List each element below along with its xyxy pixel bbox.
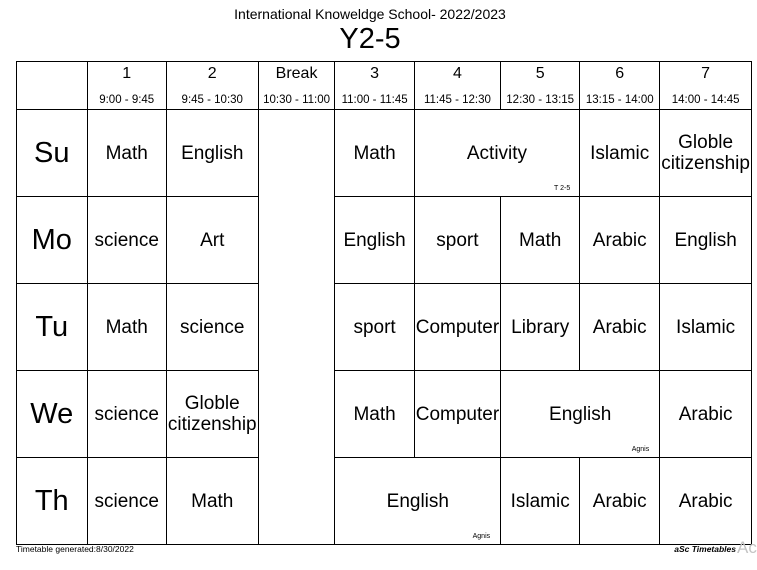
lesson-subject: Math	[519, 229, 562, 251]
lesson-subject: Islamic	[510, 490, 570, 512]
lesson-subject: Arabic	[592, 316, 647, 338]
period-time: 9:45 - 10:30	[181, 94, 243, 106]
lesson-cell	[660, 458, 752, 545]
period-header	[87, 62, 166, 110]
lesson-cell	[166, 371, 258, 458]
period-time: 10:30 - 11:00	[263, 94, 331, 106]
period-number: 7	[701, 65, 711, 82]
lesson-subject: Math	[105, 142, 148, 164]
lesson-cell	[166, 284, 258, 371]
lesson-cell	[87, 197, 166, 284]
period-number: Break	[275, 65, 318, 82]
lesson-subject: science	[94, 490, 159, 512]
period-number: 3	[370, 65, 380, 82]
lesson-cell	[501, 197, 580, 284]
lesson-cell	[660, 284, 752, 371]
lesson-cell	[87, 110, 166, 197]
break-column	[258, 110, 335, 545]
day-row-su	[17, 110, 752, 197]
lesson-subject: English	[181, 142, 244, 164]
lesson-subject: Globle citizenship	[167, 393, 257, 435]
period-time: 9:00 - 9:45	[99, 94, 155, 106]
software-credit: aSc Timetables	[674, 544, 736, 554]
lesson-subject: Globle citizenship	[661, 132, 750, 174]
lesson-subject: Arabic	[592, 490, 647, 512]
day-label	[17, 458, 88, 545]
period-number: 1	[122, 65, 132, 82]
lesson-subject: science	[180, 316, 245, 338]
lesson-note: Agnis	[472, 533, 491, 540]
lesson-subject: Arabic	[592, 229, 647, 251]
lesson-subject: Arabic	[678, 403, 733, 425]
lesson-subject: Math	[105, 316, 148, 338]
period-header	[580, 62, 660, 110]
lesson-cell	[580, 110, 660, 197]
period-number: 4	[452, 65, 462, 82]
lesson-cell	[414, 197, 500, 284]
lesson-subject: English	[674, 229, 737, 251]
lesson-subject: Islamic	[676, 316, 736, 338]
lesson-cell	[335, 197, 414, 284]
lesson-cell	[414, 371, 500, 458]
lesson-cell	[660, 110, 752, 197]
day-name: We	[30, 397, 74, 430]
day-label	[17, 371, 88, 458]
lesson-subject: Math	[191, 490, 234, 512]
lesson-subject: English	[343, 229, 406, 251]
lesson-subject: Library	[511, 316, 570, 338]
break-header	[258, 62, 335, 110]
period-time: 12:30 - 13:15	[506, 94, 575, 106]
lesson-cell	[501, 284, 580, 371]
lesson-subject: Computer	[415, 403, 500, 425]
day-name: Su	[34, 136, 70, 169]
period-header	[660, 62, 752, 110]
day-name: Mo	[31, 223, 72, 256]
lesson-cell	[501, 371, 660, 458]
period-header	[166, 62, 258, 110]
lesson-subject: Activity	[466, 142, 528, 164]
corner-cell	[17, 62, 88, 110]
period-time: 11:00 - 11:45	[341, 94, 408, 106]
period-time: 14:00 - 14:45	[671, 94, 740, 106]
period-time: 11:45 - 12:30	[423, 94, 491, 106]
lesson-subject: science	[94, 229, 159, 251]
lesson-subject: Math	[353, 403, 396, 425]
day-name: Tu	[35, 310, 69, 343]
lesson-cell	[580, 197, 660, 284]
lesson-subject: science	[94, 403, 159, 425]
lesson-cell	[166, 197, 258, 284]
lesson-cell	[87, 458, 166, 545]
lesson-note: T 2-5	[554, 185, 571, 192]
period-number: 6	[615, 65, 625, 82]
day-row-tu	[17, 284, 752, 371]
lesson-cell	[335, 458, 501, 545]
lesson-subject: sport	[436, 229, 479, 251]
day-label	[17, 284, 88, 371]
lesson-cell	[166, 110, 258, 197]
period-header-row	[17, 62, 752, 110]
day-row-we	[17, 371, 752, 458]
lesson-cell	[335, 284, 414, 371]
lesson-subject: Computer	[415, 316, 500, 338]
lesson-subject: English	[549, 403, 612, 425]
day-row-mo	[17, 197, 752, 284]
lesson-cell	[87, 371, 166, 458]
lesson-subject: Arabic	[678, 490, 733, 512]
period-number: 5	[535, 65, 545, 82]
generated-date: Timetable generated:8/30/2022	[16, 544, 134, 554]
period-time: 13:15 - 14:00	[585, 94, 654, 106]
lesson-note: Agnis	[631, 446, 650, 453]
lesson-subject: Math	[353, 142, 396, 164]
lesson-cell	[335, 371, 414, 458]
lesson-cell	[580, 284, 660, 371]
lesson-cell	[335, 110, 414, 197]
lesson-cell	[414, 284, 500, 371]
lesson-cell	[87, 284, 166, 371]
lesson-subject: Islamic	[590, 142, 650, 164]
lesson-cell	[166, 458, 258, 545]
lesson-subject: sport	[353, 316, 396, 338]
lesson-cell	[660, 197, 752, 284]
period-header	[335, 62, 414, 110]
timetable-grid	[16, 61, 752, 545]
day-label	[17, 197, 88, 284]
school-title: International Knoweldge School- 2022/2023	[234, 6, 506, 22]
lesson-cell	[501, 458, 580, 545]
period-header	[501, 62, 580, 110]
period-header	[414, 62, 500, 110]
lesson-subject: English	[386, 490, 449, 512]
lesson-subject: Art	[200, 229, 225, 251]
day-row-th	[17, 458, 752, 545]
watermark-text: Ac	[737, 538, 757, 557]
lesson-cell	[414, 110, 580, 197]
period-number: 2	[207, 65, 217, 82]
day-label	[17, 110, 88, 197]
day-name: Th	[34, 484, 69, 517]
class-title: Y2-5	[339, 23, 401, 55]
lesson-cell	[660, 371, 752, 458]
lesson-cell	[580, 458, 660, 545]
